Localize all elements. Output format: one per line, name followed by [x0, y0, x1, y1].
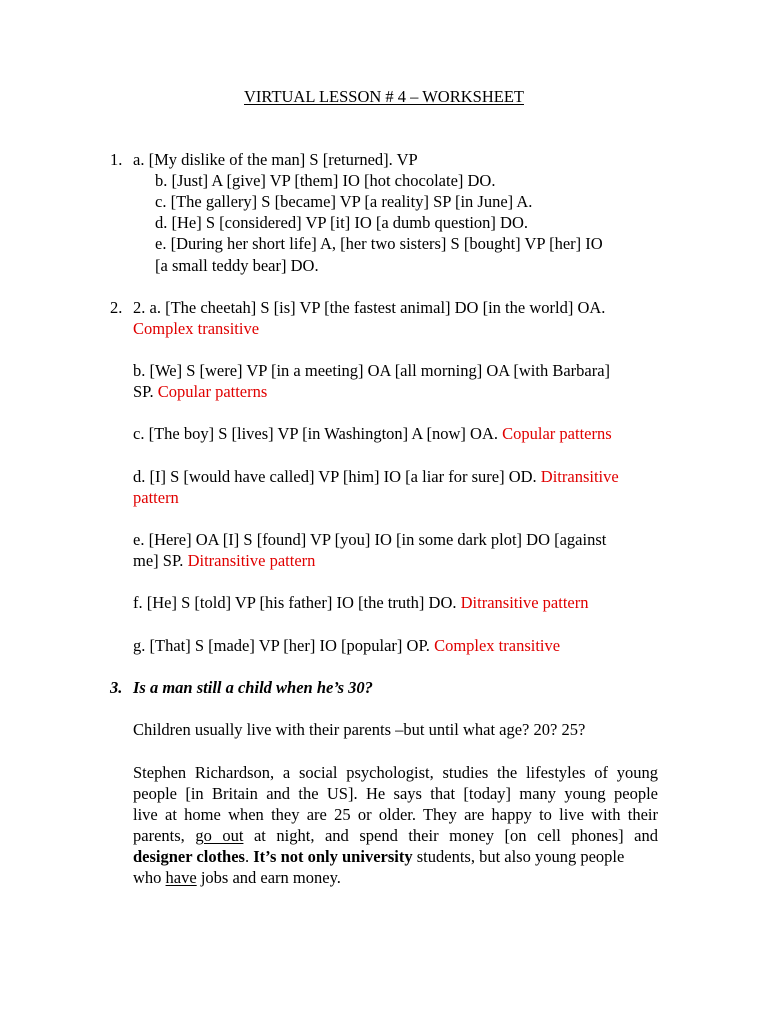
q2-item-b-text: SP. — [133, 382, 154, 401]
q3-paragraph-1: Children usually live with their parents –but until what age? 20? 25? — [133, 720, 586, 739]
q1-item-b: b. [Just] A [give] VP [them] IO [hot chocolate] DO. — [155, 171, 496, 190]
q1-item-a: a. [My dislike of the man] S [returned]. VP — [133, 150, 418, 169]
q3-underlined-go-out: go out — [195, 826, 244, 845]
q2-item-g — [133, 635, 560, 656]
q3-p2-line5-period: . — [244, 847, 254, 866]
q3-p2-line6-end: jobs and earn money. — [196, 868, 341, 887]
q2-item-a-label: Complex transitive — [133, 319, 260, 338]
q2-item-d-line1 — [133, 466, 619, 487]
q2-item-c-label: Copular patterns — [502, 424, 612, 443]
q2-item-b-line2 — [133, 381, 267, 402]
q2-item-e-label: Ditransitive pattern — [187, 551, 316, 570]
page-title: VIRTUAL LESSON # 4 – WORKSHEET — [244, 87, 524, 106]
q3-p2-line4-start: parents, — [133, 826, 185, 845]
q1-item-c: c. [The gallery] S [became] VP [a reality] SP [in June] A. — [155, 192, 533, 211]
q2-item-f-text: f. [He] S [told] VP [his father] IO [the truth] DO. — [133, 593, 457, 612]
q2-item-f — [133, 592, 588, 613]
q2-item-a: 2. a. [The cheetah] S [is] VP [the fastest animal] DO [in the world] OA. — [133, 298, 606, 317]
q1-item-e-line1: e. [During her short life] A, [her two sisters] S [bought] VP [her] IO — [155, 234, 603, 253]
q2-item-g-label: Complex transitive — [434, 636, 561, 655]
q3-p2-line5-end: students, but also young people — [412, 847, 625, 866]
q2-item-e-line2 — [133, 550, 315, 571]
q1-item-d: d. [He] S [considered] VP [it] IO [a dumb question] DO. — [155, 213, 529, 232]
q2-item-g-text: g. [That] S [made] VP [her] IO [popular] OP. — [133, 636, 430, 655]
q2-item-b-line1: b. [We] S [were] VP [in a meeting] OA [all morning] OA [with Barbara] — [133, 361, 611, 380]
q3-bold-designer-clothes: designer clothes — [133, 847, 245, 866]
q2-item-e-text: me] SP. — [133, 551, 184, 570]
q1-number: 1. — [110, 150, 123, 169]
q3-p2-line2: people [in Britain and the US]. He says that [today] many young people — [133, 784, 658, 803]
q3-heading: Is a man still a child when he’s 30? — [133, 678, 373, 697]
q2-item-c-text: c. [The boy] S [lives] VP [in Washington] A [now] OA. — [133, 424, 498, 443]
q3-p2-line1: Stephen Richardson, a social psychologist, studies the lifestyles of young — [133, 763, 658, 782]
q2-item-d-label-line2: pattern — [133, 488, 179, 507]
q2-item-d-label: Ditransitive — [540, 467, 619, 486]
q3-p2-line6-start: who — [133, 868, 166, 887]
q3-p2-line4 — [133, 825, 658, 846]
q3-p2-line6 — [133, 867, 341, 888]
q2-item-d-text: d. [I] S [would have called] VP [him] IO [a liar for sure] OD. — [133, 467, 537, 486]
q2-item-b-label: Copular patterns — [157, 382, 268, 401]
q2-item-f-label: Ditransitive pattern — [460, 593, 589, 612]
q3-p2-line4-end: at night, and spend their money [on cell phones] and — [253, 826, 659, 845]
q3-bold-not-only-university: It’s not only university — [253, 847, 413, 866]
q2-number: 2. — [110, 298, 123, 317]
q1-item-e-line2: [a small teddy bear] DO. — [155, 256, 319, 275]
q2-item-e-line1: e. [Here] OA [I] S [found] VP [you] IO [in some dark plot] DO [against — [133, 530, 607, 549]
q3-number: 3. — [110, 678, 123, 697]
q3-underlined-have: have — [165, 868, 197, 887]
q2-item-c — [133, 423, 612, 444]
q3-p2-line3: live at home when they are 25 or older. They are happy to live with their — [133, 805, 658, 824]
q3-p2-line5 — [133, 846, 624, 867]
